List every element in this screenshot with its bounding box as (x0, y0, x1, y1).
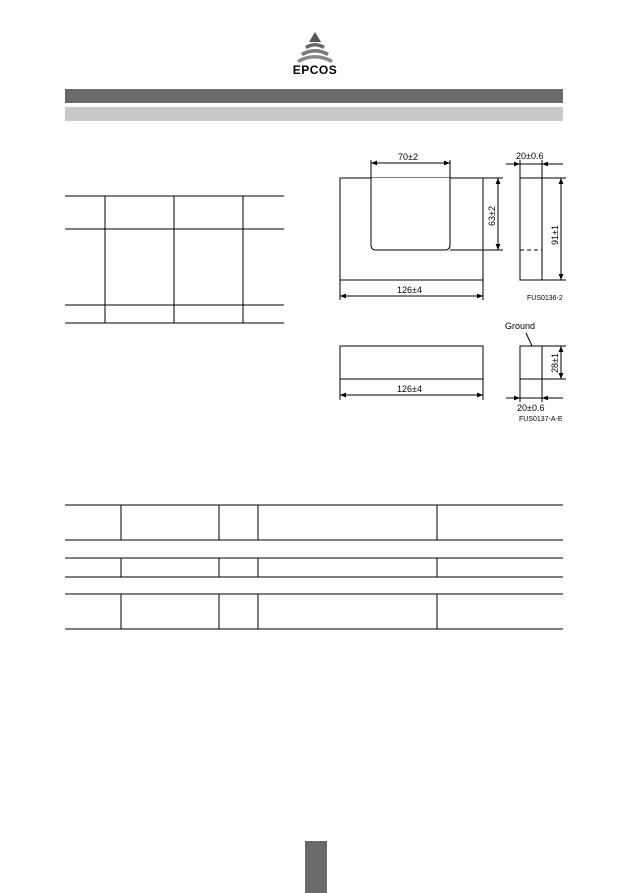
drawing-code-bottom: FUS0137-A-E (519, 416, 563, 423)
depth-label-top: 20±0.6 (516, 151, 544, 161)
total-height-label: 91±1 (550, 225, 560, 245)
page-tab-marker (305, 841, 327, 893)
inner-height-label: 63±2 (487, 206, 497, 226)
width-label: 70±2 (398, 152, 418, 162)
brand-name: EPCOS (292, 63, 338, 77)
length-label-bottom: 126±4 (397, 384, 422, 394)
height-label-bottom: 28±1 (550, 353, 560, 373)
top-front-view (340, 160, 503, 300)
ground-label: Ground (505, 321, 536, 331)
length-label-top: 126±4 (397, 285, 422, 295)
drawing-code-top: FUS0136-2 (527, 295, 563, 302)
depth-label-bottom: 20±0.6 (517, 403, 545, 413)
top-side-view (506, 160, 566, 280)
